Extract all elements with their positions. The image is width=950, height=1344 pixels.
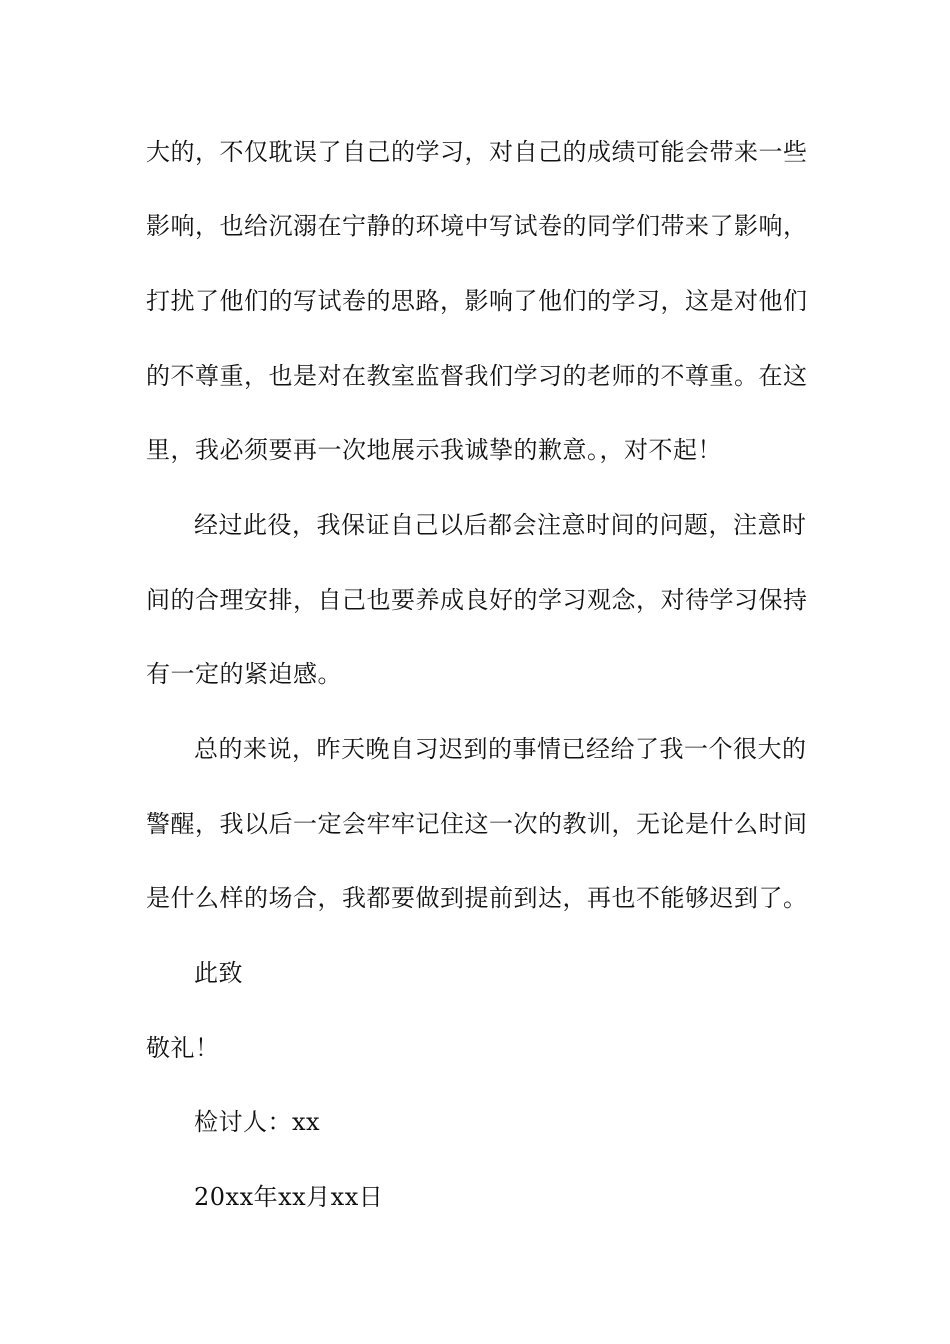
paragraph-3-line-3: 是什么样的场合，我都要做到提前到达，再也不能够迟到了。 [146, 884, 808, 912]
date-line: 20xx年xx月xx日 [194, 1183, 384, 1211]
body-line-3: 打扰了他们的写试卷的思路，影响了他们的学习，这是对他们 [146, 287, 808, 315]
paragraph-2-line-3: 有一定的紧迫感。 [146, 660, 342, 688]
salutation: 敬礼！ [146, 1034, 220, 1062]
paragraph-3-line-1: 总的来说，昨天晚自习迟到的事情已经给了我一个很大的 [194, 735, 807, 763]
body-line-1: 大的，不仅耽误了自己的学习，对自己的成绩可能会带来一些 [146, 138, 808, 166]
body-line-2: 影响，也给沉溺在宁静的环境中写试卷的同学们带来了影响， [146, 212, 808, 240]
paragraph-2-line-1: 经过此役，我保证自己以后都会注意时间的问题，注意时 [194, 511, 807, 539]
paragraph-3-line-2: 警醒，我以后一定会牢牢记住这一次的教训，无论是什么时间 [146, 810, 808, 838]
paragraph-2-line-2: 间的合理安排，自己也要养成良好的学习观念，对待学习保持 [146, 586, 808, 614]
signature-line: 检讨人：xx [194, 1108, 321, 1136]
closing-greeting: 此致 [194, 959, 243, 987]
body-line-5: 里，我必须要再一次地展示我诚挚的歉意。，对不起！ [146, 436, 722, 464]
body-line-4: 的不尊重，也是对在教室监督我们学习的老师的不尊重。在这 [146, 362, 808, 390]
